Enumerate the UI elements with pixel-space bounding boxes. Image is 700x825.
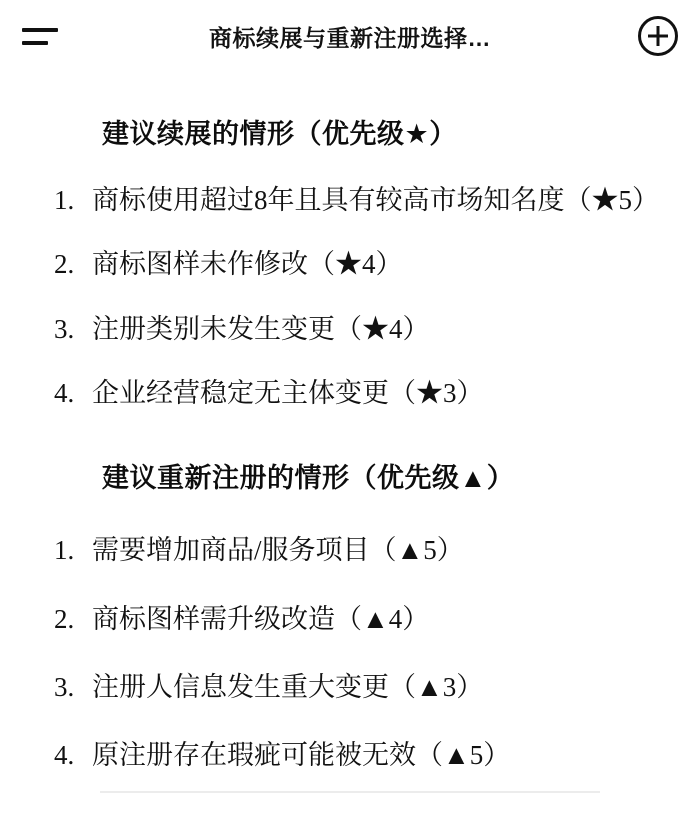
- list-item-number: 4.: [54, 377, 75, 408]
- section-heading: 建议重新注册的情形（优先级▲）: [102, 463, 515, 494]
- section-renewal: [34, 112, 666, 412]
- list-item-text: 注册类别未发生变更（★4）: [92, 313, 430, 344]
- section-heading: 建议续展的情形（优先级★）: [102, 119, 457, 149]
- list-item-text: 商标图样需升级改造（▲4）: [92, 603, 430, 634]
- list-item: [34, 531, 666, 569]
- list-item-number: 2.: [54, 603, 75, 634]
- list-item-text: 原注册存在瑕疵可能被无效（▲5）: [92, 740, 511, 771]
- list-item-text: 需要增加商品/服务项目（▲5）: [92, 535, 464, 566]
- list-item-text: 商标图样未作修改（★4）: [92, 249, 403, 280]
- list-item-number: 1.: [54, 535, 75, 566]
- plus-circle-icon[interactable]: [638, 16, 678, 56]
- list-item: [34, 600, 666, 638]
- hamburger-menu-icon[interactable]: [22, 21, 62, 51]
- list-item: [34, 181, 666, 219]
- page-title: 商标续展与重新注册选择…: [209, 24, 491, 51]
- list-item: [34, 245, 666, 283]
- list-item-number: 2.: [54, 249, 75, 280]
- list-item-number: 3.: [54, 313, 75, 344]
- list-item-number: 1.: [54, 185, 75, 215]
- section-reregistration: [34, 456, 666, 774]
- list-item: [34, 736, 666, 774]
- list-item-text: 注册人信息发生重大变更（▲3）: [92, 671, 484, 702]
- renewal-item-list: [34, 181, 666, 412]
- list-item: [34, 668, 666, 706]
- list-item-number: 4.: [54, 740, 75, 771]
- footer-divider: [100, 791, 600, 793]
- list-item-text: 商标使用超过8年且具有较高市场知名度（★5）: [92, 185, 659, 215]
- list-item: [34, 374, 666, 412]
- list-item-number: 3.: [54, 671, 75, 702]
- reregistration-item-list: [34, 531, 666, 774]
- top-bar: [0, 0, 700, 72]
- list-item: [34, 310, 666, 348]
- document-content: [0, 72, 700, 775]
- list-item-text: 企业经营稳定无主体变更（★3）: [92, 377, 484, 408]
